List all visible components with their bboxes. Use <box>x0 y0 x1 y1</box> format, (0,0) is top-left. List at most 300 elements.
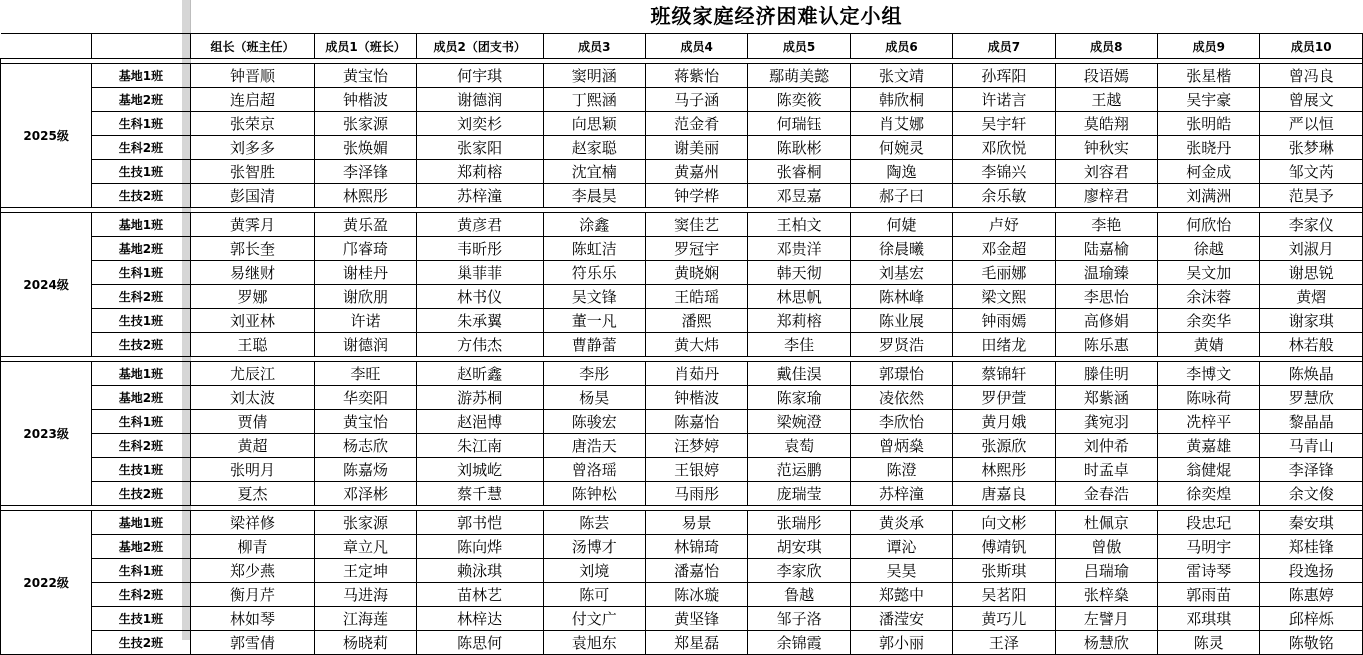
member-cell[interactable]: 张焕媚 <box>315 136 416 160</box>
member-cell[interactable]: 温瑜臻 <box>1055 261 1157 285</box>
member-cell[interactable]: 范运鹏 <box>748 458 850 482</box>
class-cell[interactable]: 生科2班 <box>92 434 190 458</box>
member-cell[interactable]: 徐晨曦 <box>850 237 952 261</box>
class-cell[interactable]: 基地2班 <box>92 88 190 112</box>
member-cell[interactable]: 游苏桐 <box>416 386 543 410</box>
member-cell[interactable]: 沈宜楠 <box>543 160 645 184</box>
column-header[interactable]: 组长（班主任） <box>190 34 315 59</box>
member-cell[interactable]: 郑星磊 <box>645 631 747 655</box>
member-cell[interactable]: 赵浥博 <box>416 410 543 434</box>
member-cell[interactable]: 时孟卓 <box>1055 458 1157 482</box>
member-cell[interactable]: 金春浩 <box>1055 482 1157 506</box>
member-cell[interactable]: 林思帆 <box>748 285 850 309</box>
class-cell[interactable]: 基地1班 <box>92 362 190 386</box>
member-cell[interactable]: 袁萄 <box>748 434 850 458</box>
member-cell[interactable]: 韩欣桐 <box>850 88 952 112</box>
member-cell[interactable]: 罗贤浩 <box>850 333 952 357</box>
member-cell[interactable]: 汤博才 <box>543 535 645 559</box>
member-cell[interactable]: 陈业展 <box>850 309 952 333</box>
member-cell[interactable]: 张源欣 <box>953 434 1055 458</box>
column-header[interactable]: 成员5 <box>748 34 850 59</box>
member-cell[interactable]: 徐越 <box>1158 237 1260 261</box>
member-cell[interactable]: 向思颖 <box>543 112 645 136</box>
member-cell[interactable]: 张睿桐 <box>748 160 850 184</box>
member-cell[interactable]: 刘基宏 <box>850 261 952 285</box>
member-cell[interactable]: 黄宝怡 <box>315 410 416 434</box>
member-cell[interactable]: 王皓瑶 <box>645 285 747 309</box>
member-cell[interactable]: 张瑞彤 <box>748 511 850 535</box>
member-cell[interactable]: 夏杰 <box>190 482 315 506</box>
member-cell[interactable]: 黄大炜 <box>645 333 747 357</box>
member-cell[interactable]: 韩天彻 <box>748 261 850 285</box>
member-cell[interactable]: 段忠玘 <box>1158 511 1260 535</box>
member-cell[interactable]: 董一凡 <box>543 309 645 333</box>
member-cell[interactable]: 刘容君 <box>1055 160 1157 184</box>
member-cell[interactable]: 黄巧儿 <box>953 607 1055 631</box>
member-cell[interactable]: 杨慧欣 <box>1055 631 1157 655</box>
member-cell[interactable]: 戴佳淏 <box>748 362 850 386</box>
member-cell[interactable]: 赖泳琪 <box>416 559 543 583</box>
member-cell[interactable]: 涂鑫 <box>543 213 645 237</box>
member-cell[interactable]: 刘奕杉 <box>416 112 543 136</box>
member-cell[interactable]: 窦佳艺 <box>645 213 747 237</box>
member-cell[interactable]: 肖茹丹 <box>645 362 747 386</box>
member-cell[interactable]: 林锦琦 <box>645 535 747 559</box>
member-cell[interactable]: 陈嘉怡 <box>645 410 747 434</box>
member-cell[interactable]: 易景 <box>645 511 747 535</box>
member-cell[interactable]: 鄢萌美懿 <box>748 64 850 88</box>
member-cell[interactable]: 马明宇 <box>1158 535 1260 559</box>
column-header[interactable]: 成员4 <box>645 34 747 59</box>
class-cell[interactable]: 生技1班 <box>92 309 190 333</box>
member-cell[interactable]: 江海莲 <box>315 607 416 631</box>
member-cell[interactable]: 段逸扬 <box>1260 559 1363 583</box>
member-cell[interactable]: 吴茗阳 <box>953 583 1055 607</box>
member-cell[interactable]: 刘多多 <box>190 136 315 160</box>
member-cell[interactable]: 向文彬 <box>953 511 1055 535</box>
member-cell[interactable]: 王柏文 <box>748 213 850 237</box>
member-cell[interactable]: 郝子曰 <box>850 184 952 208</box>
member-cell[interactable]: 赵昕鑫 <box>416 362 543 386</box>
member-cell[interactable]: 郭璟怡 <box>850 362 952 386</box>
member-cell[interactable]: 马雨彤 <box>645 482 747 506</box>
member-cell[interactable]: 朱承翼 <box>416 309 543 333</box>
member-cell[interactable]: 秦安琪 <box>1260 511 1363 535</box>
member-cell[interactable]: 梁文熙 <box>953 285 1055 309</box>
member-cell[interactable]: 李佳 <box>748 333 850 357</box>
header-blank-grade[interactable] <box>1 34 92 59</box>
member-cell[interactable]: 窦明涵 <box>543 64 645 88</box>
column-header[interactable]: 成员2（团支书） <box>416 34 543 59</box>
member-cell[interactable]: 巢菲菲 <box>416 261 543 285</box>
member-cell[interactable]: 梁婉澄 <box>748 410 850 434</box>
member-cell[interactable]: 李泽锋 <box>315 160 416 184</box>
class-cell[interactable]: 生科2班 <box>92 583 190 607</box>
member-cell[interactable]: 李晨昊 <box>543 184 645 208</box>
member-cell[interactable]: 范昊予 <box>1260 184 1363 208</box>
member-cell[interactable]: 陈虹洁 <box>543 237 645 261</box>
member-cell[interactable]: 高修娟 <box>1055 309 1157 333</box>
member-cell[interactable]: 曾炳燊 <box>850 434 952 458</box>
member-cell[interactable]: 林熙彤 <box>953 458 1055 482</box>
member-cell[interactable]: 谢德润 <box>416 88 543 112</box>
member-cell[interactable]: 赵家聪 <box>543 136 645 160</box>
column-header[interactable]: 成员7 <box>953 34 1055 59</box>
class-cell[interactable]: 生技2班 <box>92 631 190 655</box>
member-cell[interactable]: 陈芸 <box>543 511 645 535</box>
member-cell[interactable]: 冼梓平 <box>1158 410 1260 434</box>
member-cell[interactable]: 马青山 <box>1260 434 1363 458</box>
class-cell[interactable]: 基地2班 <box>92 237 190 261</box>
member-cell[interactable]: 郑紫涵 <box>1055 386 1157 410</box>
member-cell[interactable]: 吴昊 <box>850 559 952 583</box>
class-cell[interactable]: 基地1班 <box>92 213 190 237</box>
class-cell[interactable]: 生科1班 <box>92 261 190 285</box>
member-cell[interactable]: 卢妤 <box>953 213 1055 237</box>
member-cell[interactable]: 郭雨苗 <box>1158 583 1260 607</box>
member-cell[interactable]: 邓泽彬 <box>315 482 416 506</box>
member-cell[interactable]: 黄熠 <box>1260 285 1363 309</box>
member-cell[interactable]: 余锦霞 <box>748 631 850 655</box>
member-cell[interactable]: 李彤 <box>543 362 645 386</box>
member-cell[interactable]: 谢美丽 <box>645 136 747 160</box>
member-cell[interactable]: 尤辰江 <box>190 362 315 386</box>
grade-cell[interactable]: 2025级 <box>1 64 92 208</box>
class-cell[interactable]: 生技1班 <box>92 607 190 631</box>
member-cell[interactable]: 丁熙涵 <box>543 88 645 112</box>
member-cell[interactable]: 许诺 <box>315 309 416 333</box>
member-cell[interactable]: 吴文加 <box>1158 261 1260 285</box>
member-cell[interactable]: 王越 <box>1055 88 1157 112</box>
member-cell[interactable]: 陈灵 <box>1158 631 1260 655</box>
member-cell[interactable]: 李锦兴 <box>953 160 1055 184</box>
member-cell[interactable]: 滕佳明 <box>1055 362 1157 386</box>
member-cell[interactable]: 吴宇轩 <box>953 112 1055 136</box>
member-cell[interactable]: 彭国清 <box>190 184 315 208</box>
class-cell[interactable]: 生技2班 <box>92 482 190 506</box>
member-cell[interactable]: 李思怡 <box>1055 285 1157 309</box>
member-cell[interactable]: 林熙彤 <box>315 184 416 208</box>
member-cell[interactable]: 张斯琪 <box>953 559 1055 583</box>
member-cell[interactable]: 郑莉榕 <box>416 160 543 184</box>
member-cell[interactable]: 陈思何 <box>416 631 543 655</box>
member-cell[interactable]: 钟楷波 <box>315 88 416 112</box>
member-cell[interactable]: 陈咏荷 <box>1158 386 1260 410</box>
grade-cell[interactable]: 2022级 <box>1 511 92 655</box>
member-cell[interactable]: 余乐敏 <box>953 184 1055 208</box>
member-cell[interactable]: 林如琴 <box>190 607 315 631</box>
member-cell[interactable]: 郑懿中 <box>850 583 952 607</box>
member-cell[interactable]: 柳青 <box>190 535 315 559</box>
member-cell[interactable]: 莫皓翔 <box>1055 112 1157 136</box>
class-cell[interactable]: 生技2班 <box>92 184 190 208</box>
member-cell[interactable]: 黎晶晶 <box>1260 410 1363 434</box>
member-cell[interactable]: 方伟杰 <box>416 333 543 357</box>
member-cell[interactable]: 陆嘉榆 <box>1055 237 1157 261</box>
member-cell[interactable]: 陈奕筱 <box>748 88 850 112</box>
member-cell[interactable]: 李艳 <box>1055 213 1157 237</box>
member-cell[interactable]: 邓金超 <box>953 237 1055 261</box>
member-cell[interactable]: 曹静蕾 <box>543 333 645 357</box>
member-cell[interactable]: 张家源 <box>315 112 416 136</box>
member-cell[interactable]: 杨志欣 <box>315 434 416 458</box>
member-cell[interactable]: 马子涵 <box>645 88 747 112</box>
member-cell[interactable]: 黄炎承 <box>850 511 952 535</box>
member-cell[interactable]: 付文广 <box>543 607 645 631</box>
member-cell[interactable]: 王银婷 <box>645 458 747 482</box>
member-cell[interactable]: 钟秋实 <box>1055 136 1157 160</box>
member-cell[interactable]: 黄超 <box>190 434 315 458</box>
member-cell[interactable]: 罗娜 <box>190 285 315 309</box>
member-cell[interactable]: 李泽锋 <box>1260 458 1363 482</box>
class-cell[interactable]: 生技1班 <box>92 160 190 184</box>
member-cell[interactable]: 刘境 <box>543 559 645 583</box>
member-cell[interactable]: 梁祥修 <box>190 511 315 535</box>
member-cell[interactable]: 吕瑞瑜 <box>1055 559 1157 583</box>
member-cell[interactable]: 郑莉榕 <box>748 309 850 333</box>
member-cell[interactable]: 潘嘉怡 <box>645 559 747 583</box>
member-cell[interactable]: 庞瑞莹 <box>748 482 850 506</box>
member-cell[interactable]: 李家仪 <box>1260 213 1363 237</box>
member-cell[interactable]: 林若般 <box>1260 333 1363 357</box>
member-cell[interactable]: 陶逸 <box>850 160 952 184</box>
member-cell[interactable]: 韦昕彤 <box>416 237 543 261</box>
member-cell[interactable]: 连启超 <box>190 88 315 112</box>
member-cell[interactable]: 朱江南 <box>416 434 543 458</box>
member-cell[interactable]: 鲁越 <box>748 583 850 607</box>
member-cell[interactable]: 章立凡 <box>315 535 416 559</box>
member-cell[interactable]: 陈敬铭 <box>1260 631 1363 655</box>
member-cell[interactable]: 邝睿琦 <box>315 237 416 261</box>
member-cell[interactable]: 贾倩 <box>190 410 315 434</box>
member-cell[interactable]: 刘仲希 <box>1055 434 1157 458</box>
member-cell[interactable]: 邓欣悦 <box>953 136 1055 160</box>
member-cell[interactable]: 李欣怡 <box>850 410 952 434</box>
member-cell[interactable]: 谢德润 <box>315 333 416 357</box>
member-cell[interactable]: 陈林峰 <box>850 285 952 309</box>
member-cell[interactable]: 廖梓君 <box>1055 184 1157 208</box>
member-cell[interactable]: 黄婧 <box>1158 333 1260 357</box>
member-cell[interactable]: 张家阳 <box>416 136 543 160</box>
member-cell[interactable]: 谭沁 <box>850 535 952 559</box>
member-cell[interactable]: 余沫蓉 <box>1158 285 1260 309</box>
member-cell[interactable]: 黄宝怡 <box>315 64 416 88</box>
member-cell[interactable]: 汪梦婷 <box>645 434 747 458</box>
member-cell[interactable]: 李家欣 <box>748 559 850 583</box>
member-cell[interactable]: 张荣京 <box>190 112 315 136</box>
member-cell[interactable]: 刘城屹 <box>416 458 543 482</box>
member-cell[interactable]: 杨晓莉 <box>315 631 416 655</box>
member-cell[interactable]: 符乐乐 <box>543 261 645 285</box>
member-cell[interactable]: 张星楷 <box>1158 64 1260 88</box>
member-cell[interactable]: 何瑞钰 <box>748 112 850 136</box>
member-cell[interactable]: 林书仪 <box>416 285 543 309</box>
member-cell[interactable]: 陈惠婷 <box>1260 583 1363 607</box>
member-cell[interactable]: 翁健焜 <box>1158 458 1260 482</box>
member-cell[interactable]: 何欣怡 <box>1158 213 1260 237</box>
member-cell[interactable]: 潘滢安 <box>850 607 952 631</box>
member-cell[interactable]: 曾展文 <box>1260 88 1363 112</box>
member-cell[interactable]: 陈冰璇 <box>645 583 747 607</box>
member-cell[interactable]: 郑桂锋 <box>1260 535 1363 559</box>
member-cell[interactable]: 钟晋顺 <box>190 64 315 88</box>
member-cell[interactable]: 许诺言 <box>953 88 1055 112</box>
class-cell[interactable]: 基地1班 <box>92 511 190 535</box>
member-cell[interactable]: 刘满洲 <box>1158 184 1260 208</box>
member-cell[interactable]: 吴文锋 <box>543 285 645 309</box>
member-cell[interactable]: 何宇琪 <box>416 64 543 88</box>
class-cell[interactable]: 生技1班 <box>92 458 190 482</box>
member-cell[interactable]: 严以恒 <box>1260 112 1363 136</box>
member-cell[interactable]: 曾傲 <box>1055 535 1157 559</box>
class-cell[interactable]: 基地2班 <box>92 535 190 559</box>
member-cell[interactable]: 杨昊 <box>543 386 645 410</box>
member-cell[interactable]: 余文俊 <box>1260 482 1363 506</box>
member-cell[interactable]: 袁旭东 <box>543 631 645 655</box>
member-cell[interactable]: 蔡千慧 <box>416 482 543 506</box>
member-cell[interactable]: 邓琪琪 <box>1158 607 1260 631</box>
member-cell[interactable]: 张梓燊 <box>1055 583 1157 607</box>
member-cell[interactable]: 张明皓 <box>1158 112 1260 136</box>
column-header[interactable]: 成员6 <box>850 34 952 59</box>
member-cell[interactable]: 郑少燕 <box>190 559 315 583</box>
member-cell[interactable]: 曾冯良 <box>1260 64 1363 88</box>
member-cell[interactable]: 王泽 <box>953 631 1055 655</box>
member-cell[interactable]: 潘熙 <box>645 309 747 333</box>
member-cell[interactable]: 邱梓烁 <box>1260 607 1363 631</box>
member-cell[interactable]: 李博文 <box>1158 362 1260 386</box>
member-cell[interactable]: 黄晓娴 <box>645 261 747 285</box>
class-cell[interactable]: 生科1班 <box>92 559 190 583</box>
member-cell[interactable]: 钟学桦 <box>645 184 747 208</box>
member-cell[interactable]: 范金肴 <box>645 112 747 136</box>
member-cell[interactable]: 陈焕晶 <box>1260 362 1363 386</box>
member-cell[interactable]: 陈澄 <box>850 458 952 482</box>
member-cell[interactable]: 张梦琳 <box>1260 136 1363 160</box>
member-cell[interactable]: 林梓达 <box>416 607 543 631</box>
member-cell[interactable]: 陈耿彬 <box>748 136 850 160</box>
member-cell[interactable]: 张晓丹 <box>1158 136 1260 160</box>
member-cell[interactable]: 邓昱嘉 <box>748 184 850 208</box>
member-cell[interactable]: 罗慧欣 <box>1260 386 1363 410</box>
class-cell[interactable]: 基地2班 <box>92 386 190 410</box>
member-cell[interactable]: 黄嘉雄 <box>1158 434 1260 458</box>
member-cell[interactable]: 张文靖 <box>850 64 952 88</box>
member-cell[interactable]: 杜佩京 <box>1055 511 1157 535</box>
member-cell[interactable]: 谢欣朋 <box>315 285 416 309</box>
member-cell[interactable]: 易继财 <box>190 261 315 285</box>
member-cell[interactable]: 肖艾娜 <box>850 112 952 136</box>
member-cell[interactable]: 张家源 <box>315 511 416 535</box>
member-cell[interactable]: 郭长奎 <box>190 237 315 261</box>
member-cell[interactable]: 吴宇豪 <box>1158 88 1260 112</box>
member-cell[interactable]: 罗冠宇 <box>645 237 747 261</box>
member-cell[interactable]: 雷诗琴 <box>1158 559 1260 583</box>
member-cell[interactable]: 陈钟松 <box>543 482 645 506</box>
grade-cell[interactable]: 2023级 <box>1 362 92 506</box>
member-cell[interactable]: 邹文芮 <box>1260 160 1363 184</box>
member-cell[interactable]: 刘亚林 <box>190 309 315 333</box>
member-cell[interactable]: 黄彦君 <box>416 213 543 237</box>
class-cell[interactable]: 生技2班 <box>92 333 190 357</box>
member-cell[interactable]: 钟楷波 <box>645 386 747 410</box>
member-cell[interactable]: 郭小丽 <box>850 631 952 655</box>
member-cell[interactable]: 罗伊萱 <box>953 386 1055 410</box>
class-cell[interactable]: 生科1班 <box>92 410 190 434</box>
member-cell[interactable]: 郭雪倩 <box>190 631 315 655</box>
member-cell[interactable]: 黄嘉州 <box>645 160 747 184</box>
member-cell[interactable]: 黄乐盈 <box>315 213 416 237</box>
class-cell[interactable]: 基地1班 <box>92 64 190 88</box>
column-header[interactable]: 成员9 <box>1158 34 1260 59</box>
member-cell[interactable]: 陈可 <box>543 583 645 607</box>
class-cell[interactable]: 生科2班 <box>92 285 190 309</box>
class-cell[interactable]: 生科2班 <box>92 136 190 160</box>
member-cell[interactable]: 毛丽娜 <box>953 261 1055 285</box>
member-cell[interactable]: 孙珲阳 <box>953 64 1055 88</box>
member-cell[interactable]: 李旺 <box>315 362 416 386</box>
member-cell[interactable]: 何婕 <box>850 213 952 237</box>
column-header[interactable]: 成员10 <box>1260 34 1363 59</box>
member-cell[interactable]: 邓贵洋 <box>748 237 850 261</box>
header-blank-class[interactable] <box>92 34 190 59</box>
column-header[interactable]: 成员3 <box>543 34 645 59</box>
member-cell[interactable]: 余奕华 <box>1158 309 1260 333</box>
member-cell[interactable]: 王聪 <box>190 333 315 357</box>
member-cell[interactable]: 陈骏宏 <box>543 410 645 434</box>
member-cell[interactable]: 蔡锦轩 <box>953 362 1055 386</box>
member-cell[interactable]: 陈乐惠 <box>1055 333 1157 357</box>
member-cell[interactable]: 曾洛瑶 <box>543 458 645 482</box>
member-cell[interactable]: 段语嫣 <box>1055 64 1157 88</box>
member-cell[interactable]: 谢桂丹 <box>315 261 416 285</box>
member-cell[interactable]: 陈家瑜 <box>748 386 850 410</box>
member-cell[interactable]: 龚宛羽 <box>1055 410 1157 434</box>
column-header[interactable]: 成员1（班长） <box>315 34 416 59</box>
member-cell[interactable]: 陈向烨 <box>416 535 543 559</box>
member-cell[interactable]: 谢家琪 <box>1260 309 1363 333</box>
member-cell[interactable]: 苏梓潼 <box>850 482 952 506</box>
member-cell[interactable]: 唐嘉良 <box>953 482 1055 506</box>
member-cell[interactable]: 徐奕煌 <box>1158 482 1260 506</box>
member-cell[interactable]: 黄月娥 <box>953 410 1055 434</box>
member-cell[interactable]: 钟雨嫣 <box>953 309 1055 333</box>
member-cell[interactable]: 田绪龙 <box>953 333 1055 357</box>
member-cell[interactable]: 张明月 <box>190 458 315 482</box>
member-cell[interactable]: 华奕阳 <box>315 386 416 410</box>
member-cell[interactable]: 刘太波 <box>190 386 315 410</box>
member-cell[interactable]: 苏梓潼 <box>416 184 543 208</box>
member-cell[interactable]: 胡安琪 <box>748 535 850 559</box>
member-cell[interactable]: 邹子洛 <box>748 607 850 631</box>
grade-cell[interactable]: 2024级 <box>1 213 92 357</box>
member-cell[interactable]: 柯金成 <box>1158 160 1260 184</box>
column-header[interactable]: 成员8 <box>1055 34 1157 59</box>
member-cell[interactable]: 黄坚锋 <box>645 607 747 631</box>
member-cell[interactable]: 蒋紫怡 <box>645 64 747 88</box>
member-cell[interactable]: 何婉灵 <box>850 136 952 160</box>
member-cell[interactable]: 苗林艺 <box>416 583 543 607</box>
member-cell[interactable]: 张智胜 <box>190 160 315 184</box>
member-cell[interactable]: 凌依然 <box>850 386 952 410</box>
member-cell[interactable]: 黄霁月 <box>190 213 315 237</box>
member-cell[interactable]: 马进海 <box>315 583 416 607</box>
member-cell[interactable]: 左譬月 <box>1055 607 1157 631</box>
member-cell[interactable]: 郭书恺 <box>416 511 543 535</box>
member-cell[interactable]: 陈嘉炀 <box>315 458 416 482</box>
member-cell[interactable]: 王定坤 <box>315 559 416 583</box>
member-cell[interactable]: 唐浩天 <box>543 434 645 458</box>
